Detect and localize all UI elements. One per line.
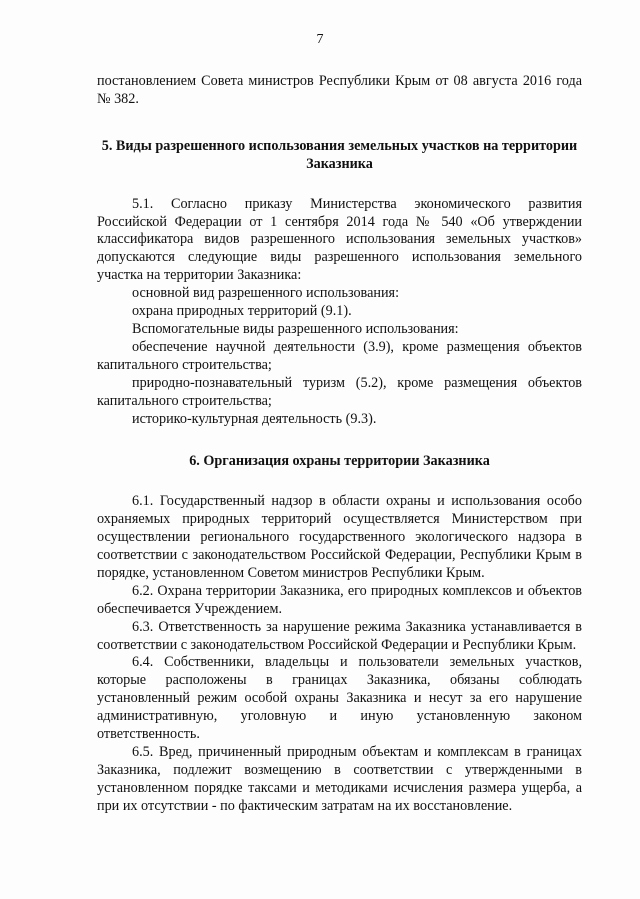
paragraph-6-1: 6.1. Государственный надзор в области охраны и использования особо охраняемых природных территорий осуществляется Министерством при осуществлении регионального государственного экологического надзора в соответствии с законодательством Российской Федерации, Республики Крым в порядке, установленном Советом министров Республики Крым. [97,493,582,581]
paragraph-6-2: 6.2. Охрана территории Заказника, его природных комплексов и объектов обеспечивается Учреждением. [97,582,582,617]
basic-use-item: охрана природных территорий (9.1). [132,303,352,320]
section-6-title: 6. Организация охраны территории Заказника [189,453,490,470]
section-5 [97,138,582,429]
document-body [97,73,582,816]
paragraph-6-4: 6.4. Собственники, владельцы и пользователи земельных участков, которые расположены в границах Заказника, обязаны соблюдать установленный режим особой охраны Заказника и несут за его нарушение административную, уголовную и иную установленную законом ответственность. [97,654,582,743]
auxiliary-use-item: историко-культурная деятельность (9.3). [132,410,377,427]
auxiliary-use-label: Вспомогательные виды разрешенного использования: [132,320,459,337]
auxiliary-use-item: природно-познавательный туризм (5.2), кроме размещения объектов капитального строительства; [97,374,582,409]
paragraph-6-5: 6.5. Вред, причиненный природным объектам и комплексам в границах Заказника, подлежит возмещению в соответствии с утвержденными в установленном порядке таксами и методиками исчисления размера ущерба, а при их отсутствии - по фактическим затратам на их восстановление. [97,744,582,814]
page-number: 7 [316,32,324,47]
auxiliary-use-item: обеспечение научной деятельности (3.9), кроме размещения объектов капитального строительства; [97,338,582,373]
section-6 [97,453,582,815]
paragraph-6-3: 6.3. Ответственность за нарушение режима Заказника устанавливается в соответствии с законодательством Российской Федерации и Республики Крым. [97,618,582,653]
paragraph-5-1: 5.1. Согласно приказу Министерства экономического развития Российской Федерации от 1 сентября 2014 года № 540 «Об утверждении классификатора видов разрешенного использования земельных участков» допускаются следующие виды разрешенного использования земельного участка на территории Заказника: [97,195,582,284]
section-5-title: 5. Виды разрешенного использования земельных участков на территории Заказника [101,137,578,172]
basic-use-label: основной вид разрешенного использования: [132,285,400,302]
intro-paragraph: постановлением Совета министров Республики Крым от 08 августа 2016 года № 382. [97,73,582,107]
